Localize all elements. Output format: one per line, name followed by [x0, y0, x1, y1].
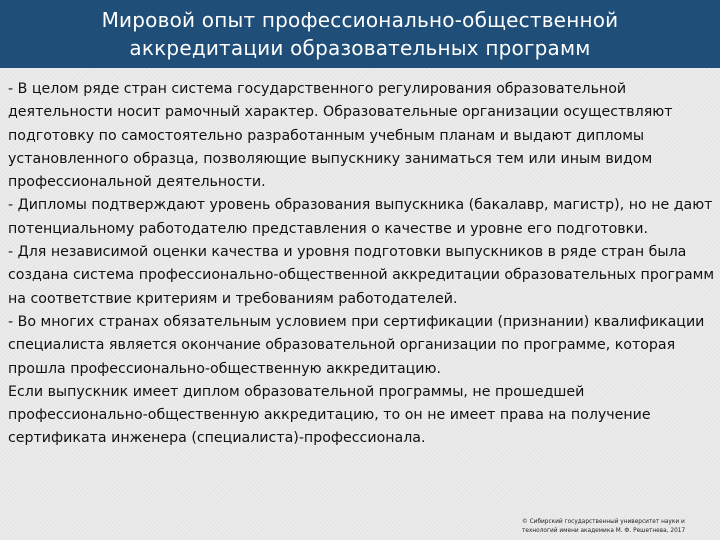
slide-body — [8, 78, 716, 451]
paragraph-independent-assessment: - Для независимой оценки качества и уровня подготовки выпускников в ряде стран была создана система профессионально-общественной аккредитации образовательных программ на соответствие критериям и требованиям работодателей. — [8, 244, 715, 307]
copyright-footer — [522, 518, 712, 536]
paragraph-no-accreditation: Если выпускник имеет диплом образовательной программы, не прошедшей профессионально-общественную аккредитацию, то он не имеет права на получение сертификата инженера (специалиста)-профессионала. — [8, 383, 651, 447]
footer-line-1: © Сибирский государственный университет науки и — [522, 519, 685, 525]
paragraph-diplomas: - Дипломы подтверждают уровень образования выпускника (бакалавр, магистр), но не дают потенциальному работодателю представления о качестве и уровне его подготовки. — [8, 197, 713, 237]
paragraph-framework-regulation: - В целом ряде стран система государственного регулирования образовательной деятельности носит рамочный характер. Образовательные организации осуществляют подготовку по самостоятельно разработанным учебным планам и выдают дипломы установленного образца, позволяющие выпускнику заниматься тем или иным видом профессиональной деятельности. — [8, 81, 673, 191]
paragraph-certification-condition: - Во многих странах обязательным условием при сертификации (признании) квалификации специалиста является окончание образовательной организации по программе, которая прошла профессионально-общественную аккредитацию. — [8, 313, 705, 377]
slide-title-line-1: Мировой опыт профессионально-общественной — [101, 8, 619, 32]
slide-title — [20, 6, 700, 62]
footer-line-2: технологий имени академика М. Ф. Решетнева, 2017 — [522, 528, 686, 534]
title-bar — [0, 0, 720, 68]
slide-title-line-2: аккредитации образовательных программ — [129, 36, 591, 60]
